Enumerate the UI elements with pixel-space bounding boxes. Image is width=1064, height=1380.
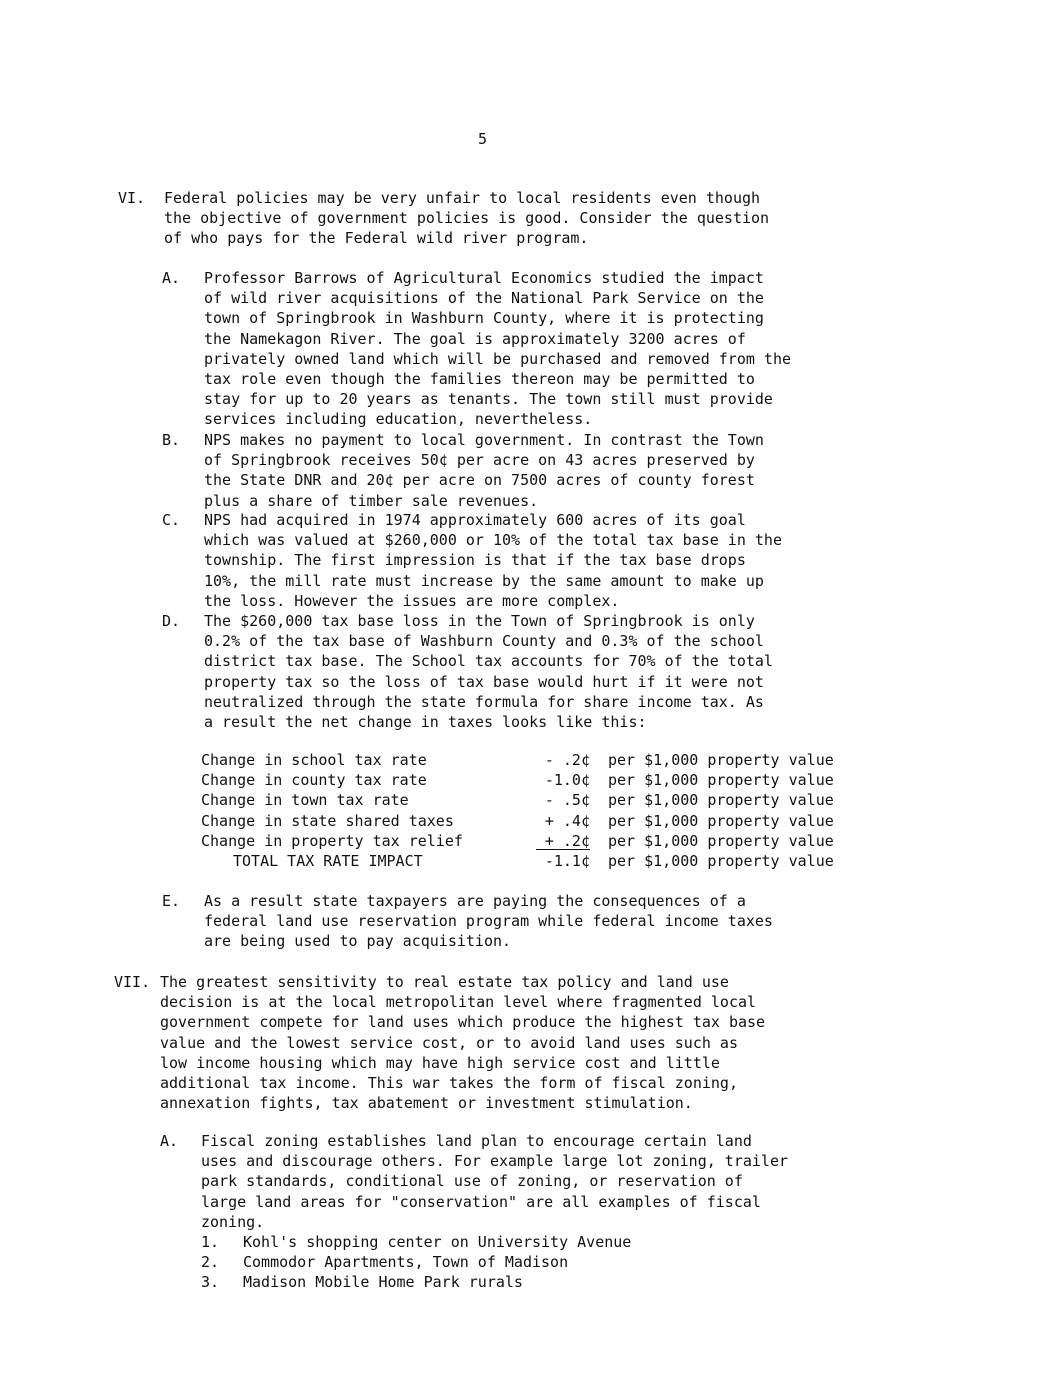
text-line: of who pays for the Federal wild river program. <box>164 229 589 248</box>
row-unit: per $1,000 property value <box>608 851 834 870</box>
row-amount: - .5¢ <box>544 791 590 810</box>
total-amount: -1.1¢ <box>544 851 590 870</box>
text-line: 10%, the mill rate must increase by the same amount to make up <box>204 571 764 590</box>
item-vi-b-label: B. <box>162 431 181 449</box>
item-vi-a-label: A. <box>162 269 181 287</box>
text-line: property tax so the loss of tax base would hurt if it were not <box>204 672 764 691</box>
row-label: Change in county tax rate <box>201 771 427 790</box>
text-line: of Springbrook receives 50¢ per acre on 43 acres preserved by <box>204 451 755 470</box>
text-line: The greatest sensitivity to real estate tax policy and land use <box>160 973 729 991</box>
text-line: NPS had acquired in 1974 approximately 600 acres of its goal <box>204 511 746 529</box>
row-unit: per $1,000 property value <box>608 751 834 769</box>
row-label: Change in school tax rate <box>201 751 427 769</box>
item-vi-c-text <box>204 510 782 611</box>
item-vi-c-label: C. <box>162 511 181 529</box>
text-line: park standards, conditional use of zoning, or reservation of <box>201 1172 743 1191</box>
table-row <box>201 750 881 770</box>
section-vii-label: VII. <box>114 973 151 991</box>
text-line: government compete for land uses which produce the highest tax base <box>160 1013 766 1032</box>
text-line: services including education, nevertheless. <box>204 410 593 429</box>
page-number: 5 <box>478 130 488 148</box>
row-unit: per $1,000 property value <box>608 811 834 830</box>
list-item <box>201 1232 631 1252</box>
row-label: Change in state shared taxes <box>201 811 454 830</box>
row-unit: per $1,000 property value <box>608 831 834 850</box>
text-line: a result the net change in taxes looks like this: <box>204 713 647 732</box>
text-line: additional tax income. This war takes the form of fiscal zoning, <box>160 1074 738 1093</box>
row-label: Change in town tax rate <box>201 791 409 810</box>
text-line: the Namekagon River. The goal is approximately 3200 acres of <box>204 329 746 348</box>
text-line: are being used to pay acquisition. <box>204 932 512 951</box>
text-line: privately owned land which will be purchased and removed from the <box>204 349 791 368</box>
text-line: plus a share of timber sale revenues. <box>204 491 539 510</box>
item-vi-b-text <box>204 430 764 511</box>
table-total-row <box>201 851 881 871</box>
text-line: decision is at the local metropolitan level where fragmented local <box>160 993 757 1012</box>
text-line: zoning. <box>201 1212 265 1231</box>
section-vi-intro <box>164 188 769 249</box>
section-vi-label: VI. <box>118 189 146 207</box>
text-line: township. The first impression is that if the tax base drops <box>204 551 746 570</box>
text-line: which was valued at $260,000 or 10% of the total tax base in the <box>204 531 782 550</box>
text-line: neutralized through the state formula for share income tax. As <box>204 692 764 711</box>
item-vi-a-text <box>204 268 791 430</box>
list-item-number: 3. <box>201 1273 220 1292</box>
text-line: of wild river acquisitions of the National Park Service on the <box>204 289 764 308</box>
list-item-number: 2. <box>201 1253 220 1272</box>
text-line: Fiscal zoning establishes land plan to encourage certain land <box>201 1132 752 1150</box>
text-line: uses and discourage others. For example large lot zoning, trailer <box>201 1152 788 1171</box>
tax-rate-table <box>201 750 881 871</box>
text-line: Professor Barrows of Agricultural Economics studied the impact <box>204 269 764 287</box>
table-row <box>201 770 881 790</box>
item-vi-d-text <box>204 611 773 732</box>
text-line: As a result state taxpayers are paying the consequences of a <box>204 892 746 910</box>
list-item <box>201 1252 631 1272</box>
row-label: Change in property tax relief <box>201 831 463 850</box>
list-item-text: Kohl's shopping center on University Avenue <box>243 1233 632 1251</box>
row-amount: + .4¢ <box>544 811 590 830</box>
text-line: Federal policies may be very unfair to local residents even though <box>164 189 761 207</box>
row-unit: per $1,000 property value <box>608 771 834 790</box>
text-line: NPS makes no payment to local government. In contrast the Town <box>204 431 764 449</box>
list-item <box>201 1272 631 1292</box>
list-item-text: Madison Mobile Home Park rurals <box>243 1273 523 1292</box>
text-line: stay for up to 20 years as tenants. The town still must provide <box>204 390 773 409</box>
text-line: federal land use reservation program while federal income taxes <box>204 912 773 931</box>
row-amount: - .2¢ <box>544 751 590 769</box>
examples-list <box>201 1232 631 1293</box>
row-amount: -1.0¢ <box>544 771 590 790</box>
text-line: the loss. However the issues are more complex. <box>204 591 620 610</box>
item-vi-d-label: D. <box>162 612 181 630</box>
text-line: district tax base. The School tax accounts for 70% of the total <box>204 652 773 671</box>
table-row <box>201 811 881 831</box>
table-row <box>201 790 881 810</box>
text-line: The $260,000 tax base loss in the Town of Springbrook is only <box>204 612 755 630</box>
text-line: large land areas for "conservation" are all examples of fiscal <box>201 1192 761 1211</box>
text-line: annexation fights, tax abatement or investment stimulation. <box>160 1094 693 1113</box>
row-amount: + .2¢ <box>536 831 590 850</box>
item-vi-e-text <box>204 891 773 952</box>
text-line: the objective of government policies is good. Consider the question <box>164 209 770 228</box>
text-line: the State DNR and 20¢ per acre on 7500 acres of county forest <box>204 471 755 490</box>
row-unit: per $1,000 property value <box>608 791 834 810</box>
item-vi-e-label: E. <box>162 892 181 910</box>
text-line: tax role even though the families thereon may be permitted to <box>204 370 755 389</box>
text-line: value and the lowest service cost, or to avoid land uses such as <box>160 1033 738 1052</box>
total-label: TOTAL TAX RATE IMPACT <box>233 851 423 870</box>
text-line: town of Springbrook in Washburn County, where it is protecting <box>204 309 764 328</box>
section-vii-intro <box>160 972 765 1113</box>
item-vii-a-text <box>201 1131 788 1232</box>
text-line: low income housing which may have high service cost and little <box>160 1053 720 1072</box>
text-line: 0.2% of the tax base of Washburn County and 0.3% of the school <box>204 632 764 651</box>
list-item-text: Commodor Apartments, Town of Madison <box>243 1253 569 1272</box>
item-vii-a-label: A. <box>160 1132 179 1150</box>
table-row <box>201 831 881 851</box>
list-item-number: 1. <box>201 1233 220 1251</box>
